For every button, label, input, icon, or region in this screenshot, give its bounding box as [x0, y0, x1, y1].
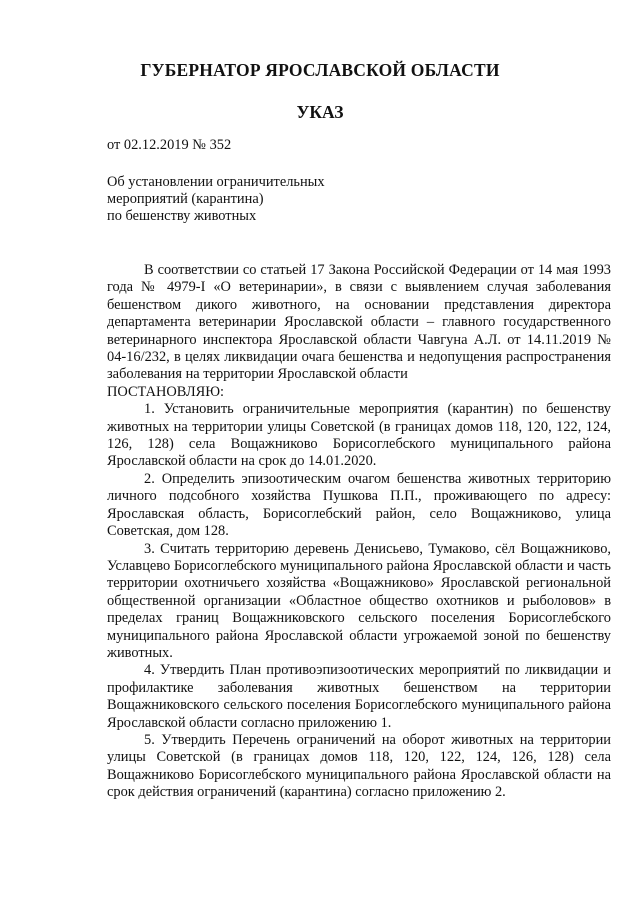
document-type: УКАЗ — [296, 102, 344, 122]
document-body — [107, 262, 611, 802]
issuer-title: ГУБЕРНАТОР ЯРОСЛАВСКОЙ ОБЛАСТИ — [140, 60, 500, 80]
decree-word: ПОСТАНОВЛЯЮ: — [107, 383, 225, 400]
decree-item-4: 4. Утвердить План противоэпизоотических мероприятий по ликвидации и профилактике заболевания животных бешенством на территории Вощажниковского сельского поселения Борисоглебского муниципального района Ярославской области согласно приложению 1. — [107, 662, 611, 731]
subject-line: мероприятий (карантина) — [107, 191, 264, 207]
decree-item-3: 3. Считать территорию деревень Денисьево, Тумаково, сёл Вощажниково, Уславцево Борисоглебского муниципального района Ярославской области и часть территории охотничьего хозяйства «Вощажниково» Ярославской региональной общественной организации «Областное общество охотников и рыболовов» в пределах границ Вощажниковского сельского поселения Борисоглебского муниципального района Ярославской области угрожаемой зоной по бешенству животных. — [107, 540, 611, 661]
subject-line: по бешенству животных — [107, 208, 257, 224]
decree-item-1: 1. Установить ограничительные мероприятия (карантин) по бешенству животных на территории улицы Советской (в границах домов 118, 120, 122, 124, 126, 128) села Вощажниково Борисоглебского муниципального района Ярославской области на срок до 14.01.2020. — [107, 401, 611, 470]
decree-item-5: 5. Утвердить Перечень ограничений на оборот животных на территории улицы Советской (в границах домов 118, 120, 122, 124, 126, 128) села Вощажниково Борисоглебского муниципального района Ярославской области на срок действия ограничений (карантина) согласно приложению 2. — [107, 731, 611, 801]
document-subject — [107, 174, 325, 225]
preamble-paragraph: В соответствии со статьей 17 Закона Российской Федерации от 14 мая 1993 года № 4979-I «О ветеринарии», в связи с выявлением случая заболевания бешенством дикого животного, на основании представления директора департамента ветеринарии Ярославской области – главного государственного ветеринарного инспектора Ярославской области Чавгуна А.Л. от 14.11.2019 № 04-16/232, в целях ликвидации очага бешенства и недопущения распространения заболевания на территории Ярославской области — [107, 262, 611, 383]
subject-line: Об установлении ограничительных — [107, 174, 325, 190]
decree-item-2: 2. Определить эпизоотическим очагом бешенства животных территорию личного подсобного хозяйства Пушкова П.П., проживающего по адресу: Ярославская область, Борисоглебский район, село Вощажниково, улица Советская, дом 128. — [107, 470, 611, 540]
document-date-number: от 02.12.2019 № 352 — [107, 137, 232, 153]
